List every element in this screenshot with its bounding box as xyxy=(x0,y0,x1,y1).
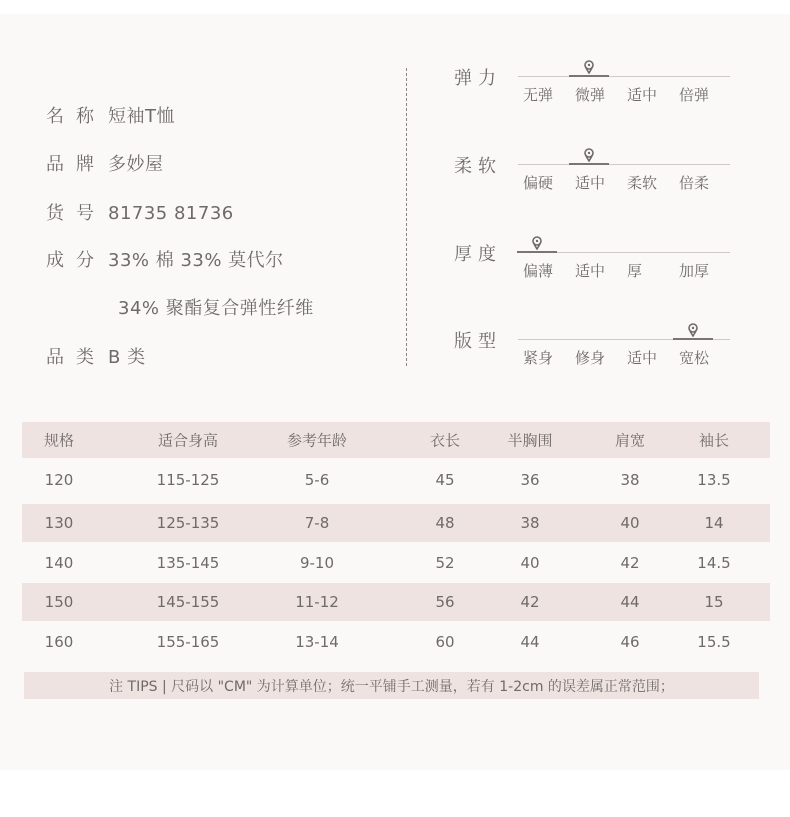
scale-option: 宽松 xyxy=(679,349,710,367)
spec-value: B 类 xyxy=(108,347,146,368)
attr-label: 厚度 xyxy=(454,244,502,265)
table-row xyxy=(22,583,770,621)
table-cell: 145-155 xyxy=(156,593,220,611)
table-cell: 肩宽 xyxy=(614,431,646,450)
attr-softness xyxy=(454,152,744,212)
table-cell: 规格 xyxy=(43,431,75,450)
table-cell: 120 xyxy=(44,471,74,489)
table-cell: 160 xyxy=(44,633,74,651)
scale-line xyxy=(518,76,730,77)
location-pin-icon xyxy=(582,60,596,74)
spec-key: 名称 xyxy=(46,106,106,127)
table-cell: 56 xyxy=(435,593,455,611)
scale-option: 倍柔 xyxy=(679,174,710,192)
attr-label: 弹力 xyxy=(454,68,502,89)
attr-thickness xyxy=(454,240,744,300)
spec-name xyxy=(46,102,175,128)
location-pin-icon xyxy=(530,236,544,250)
table-cell: 38 xyxy=(620,471,640,489)
table-cell: 52 xyxy=(435,554,455,572)
table-cell: 36 xyxy=(520,471,540,489)
scale-option: 紧身 xyxy=(523,349,554,367)
spec-composition-cont xyxy=(46,294,314,320)
table-cell: 135-145 xyxy=(156,554,220,572)
location-pin-icon xyxy=(582,148,596,162)
spec-value: 81735 81736 xyxy=(108,203,234,224)
spec-brand xyxy=(46,150,164,176)
spec-key: 品牌 xyxy=(46,154,106,175)
table-cell: 115-125 xyxy=(156,471,220,489)
scale-option: 厚 xyxy=(627,262,643,280)
table-row xyxy=(22,504,770,542)
spec-key: 成分 xyxy=(46,250,106,271)
scale-option: 无弹 xyxy=(523,86,554,104)
table-cell: 42 xyxy=(520,593,540,611)
scale-selected-segment xyxy=(673,338,713,340)
spec-value: 多妙屋 xyxy=(108,154,164,175)
table-cell: 155-165 xyxy=(156,633,220,651)
dashed-divider xyxy=(406,68,407,366)
table-cell: 45 xyxy=(435,471,455,489)
table-cell: 14.5 xyxy=(697,554,731,572)
table-cell: 13-14 xyxy=(295,633,339,651)
scale-option: 柔软 xyxy=(627,174,658,192)
attr-elasticity xyxy=(454,64,744,124)
attr-label: 柔软 xyxy=(454,156,502,177)
table-cell: 44 xyxy=(520,633,540,651)
table-cell: 11-12 xyxy=(295,593,339,611)
table-cell: 125-135 xyxy=(156,514,220,532)
scale-option: 加厚 xyxy=(679,262,710,280)
scale-option: 偏薄 xyxy=(523,262,554,280)
attr-label: 版型 xyxy=(454,331,502,352)
table-cell: 14 xyxy=(704,514,724,532)
table-cell: 46 xyxy=(620,633,640,651)
spec-key: 货号 xyxy=(46,203,106,224)
table-cell: 60 xyxy=(435,633,455,651)
scale-selected-segment xyxy=(569,75,609,77)
scale-option: 倍弹 xyxy=(679,86,710,104)
table-cell: 40 xyxy=(620,514,640,532)
spec-composition xyxy=(46,246,284,272)
spec-value: 34% 聚酯复合弹性纤维 xyxy=(118,298,314,319)
table-cell: 15 xyxy=(704,593,724,611)
table-cell: 9-10 xyxy=(299,554,335,572)
table-cell: 13.5 xyxy=(697,471,731,489)
table-cell: 150 xyxy=(44,593,74,611)
table-cell: 48 xyxy=(435,514,455,532)
table-cell: 44 xyxy=(620,593,640,611)
scale-option: 适中 xyxy=(627,86,658,104)
table-header-row xyxy=(22,422,770,458)
scale-option: 修身 xyxy=(575,349,606,367)
attr-fit xyxy=(454,327,744,387)
table-cell: 38 xyxy=(520,514,540,532)
table-cell: 130 xyxy=(44,514,74,532)
table-cell: 袖长 xyxy=(698,431,730,450)
table-cell: 适合身高 xyxy=(157,431,219,450)
scale-line xyxy=(518,164,730,165)
scale-option: 适中 xyxy=(627,349,658,367)
table-row xyxy=(22,461,770,499)
table-cell: 参考年龄 xyxy=(286,431,348,450)
scale-option: 适中 xyxy=(575,174,606,192)
table-cell: 140 xyxy=(44,554,74,572)
tips-note: 注 TIPS | 尺码以 "CM" 为计算单位；统一平铺手工测量，若有 1-2cm 的误差属正常范围； xyxy=(24,672,759,699)
table-cell: 半胸围 xyxy=(507,431,553,450)
scale-option: 微弹 xyxy=(575,86,606,104)
scale-selected-segment xyxy=(517,251,557,253)
table-cell: 衣长 xyxy=(429,431,461,450)
table-row xyxy=(22,623,770,661)
table-cell: 7-8 xyxy=(304,514,330,532)
table-cell: 40 xyxy=(520,554,540,572)
scale-selected-segment xyxy=(569,163,609,165)
spec-category xyxy=(46,343,146,369)
spec-key: 品类 xyxy=(46,347,106,368)
scale-option: 偏硬 xyxy=(523,174,554,192)
spec-value: 33% 棉 33% 莫代尔 xyxy=(108,250,284,271)
table-cell: 42 xyxy=(620,554,640,572)
spec-value: 短袖T恤 xyxy=(108,106,175,127)
table-cell: 5-6 xyxy=(304,471,330,489)
scale-option: 适中 xyxy=(575,262,606,280)
table-row xyxy=(22,544,770,582)
spec-item-number xyxy=(46,199,234,225)
table-cell: 15.5 xyxy=(697,633,731,651)
location-pin-icon xyxy=(686,323,700,337)
